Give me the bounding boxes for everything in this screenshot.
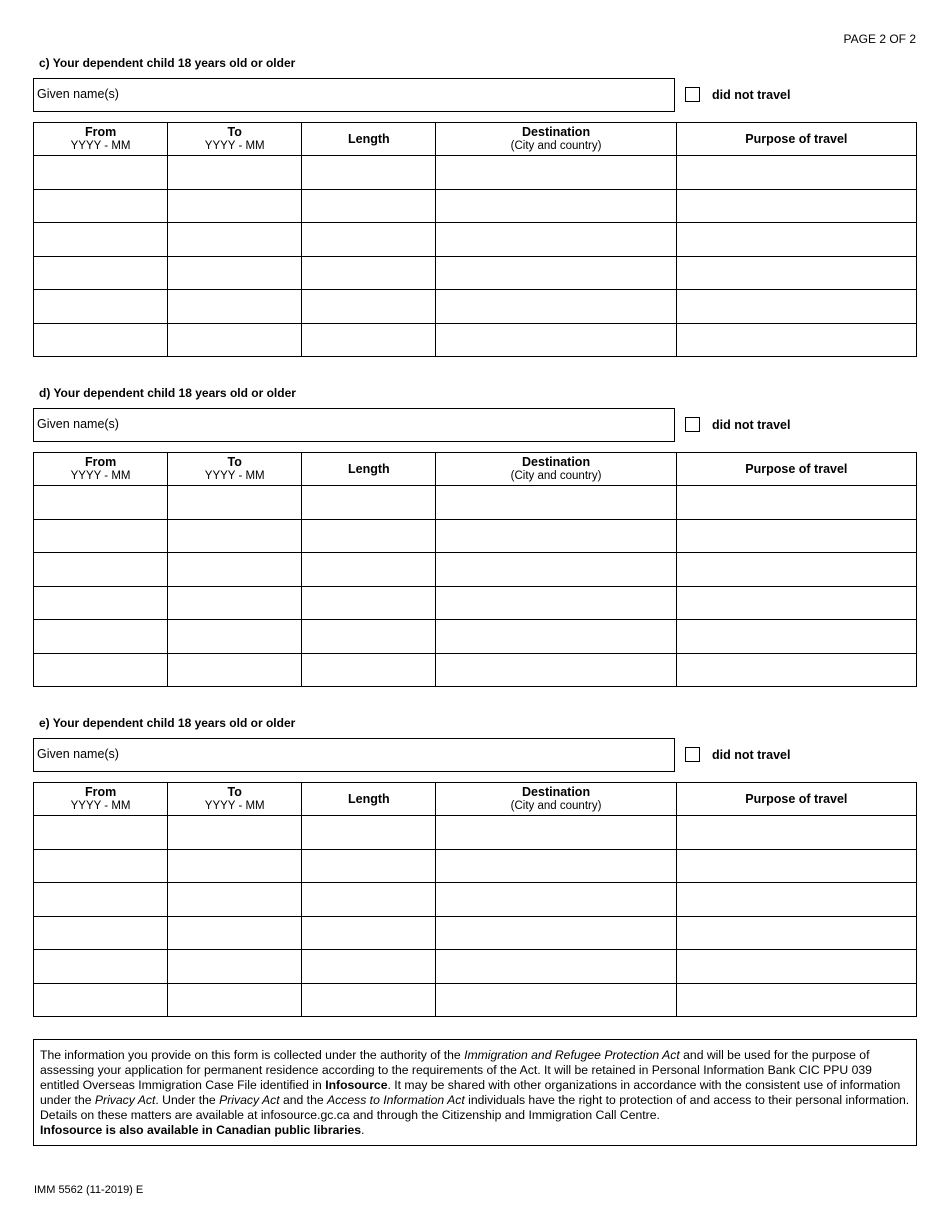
given-name-row [33, 78, 917, 112]
table-row [34, 189, 917, 223]
section-title: d) Your dependent child 18 years old or older [39, 386, 296, 400]
to-cell[interactable] [168, 223, 302, 257]
given-name-row [33, 408, 917, 442]
purpose-cell[interactable] [676, 816, 916, 850]
header-length: Length [302, 453, 436, 486]
to-cell[interactable] [168, 553, 302, 587]
given-name-field[interactable] [33, 78, 675, 112]
to-cell[interactable] [168, 816, 302, 850]
from-cell[interactable] [34, 916, 168, 950]
from-cell[interactable] [34, 189, 168, 223]
destination-cell[interactable] [436, 486, 676, 520]
length-cell[interactable] [302, 519, 436, 553]
given-name-input[interactable] [134, 413, 668, 439]
table-row [34, 223, 917, 257]
destination-cell[interactable] [436, 983, 676, 1017]
given-name-field[interactable] [33, 738, 675, 772]
purpose-cell[interactable] [676, 883, 916, 917]
from-cell[interactable] [34, 883, 168, 917]
from-cell[interactable] [34, 950, 168, 984]
travel-history-table [33, 122, 917, 357]
from-cell[interactable] [34, 223, 168, 257]
length-cell[interactable] [302, 323, 436, 357]
header-to: To YYYY - MM [168, 783, 302, 816]
did-not-travel-label: did not travel [712, 748, 791, 762]
from-cell[interactable] [34, 849, 168, 883]
to-cell[interactable] [168, 586, 302, 620]
destination-cell[interactable] [436, 653, 676, 687]
header-purpose: Purpose of travel [676, 453, 916, 486]
purpose-cell[interactable] [676, 256, 916, 290]
purpose-cell[interactable] [676, 486, 916, 520]
table-row [34, 883, 917, 917]
header-from: From YYYY - MM [34, 783, 168, 816]
privacy-notice: The information you provide on this form is collected under the authority of the Immigration and Refugee Protection Act and will be used for the purpose of assessing your application for permanent residence according to the requirements of the Act. It will be retained in Personal Information Bank CIC PPU 039 entitled Overseas Immigration Case File identified in Infosource. It may be shared with other organizations in accordance with the consistent use of information under the Privacy Act. Under the Privacy Act and the Access to Information Act individuals have the right to protection of and access to their personal information. Details on these matters are available at infosource.gc.ca and through the Citizenship and Immigration Call Centre. Infosource is also available in Canadian public libraries. [33, 1039, 917, 1146]
header-destination: Destination (City and country) [436, 783, 676, 816]
header-length: Length [302, 783, 436, 816]
table-row [34, 816, 917, 850]
destination-cell[interactable] [436, 883, 676, 917]
section-title: c) Your dependent child 18 years old or older [39, 56, 296, 70]
table-row [34, 553, 917, 587]
destination-cell[interactable] [436, 849, 676, 883]
table-row [34, 156, 917, 190]
destination-cell[interactable] [436, 156, 676, 190]
length-cell[interactable] [302, 223, 436, 257]
header-length: Length [302, 123, 436, 156]
purpose-cell[interactable] [676, 290, 916, 324]
did-not-travel-label: did not travel [712, 418, 791, 432]
from-cell[interactable] [34, 156, 168, 190]
table-row [34, 653, 917, 687]
to-cell[interactable] [168, 256, 302, 290]
from-cell[interactable] [34, 486, 168, 520]
destination-cell[interactable] [436, 620, 676, 654]
from-cell[interactable] [34, 323, 168, 357]
destination-cell[interactable] [436, 950, 676, 984]
length-cell[interactable] [302, 950, 436, 984]
table-header-row [34, 453, 917, 486]
header-from: From YYYY - MM [34, 123, 168, 156]
given-name-label: Given name(s) [37, 417, 119, 431]
length-cell[interactable] [302, 983, 436, 1017]
table-row [34, 486, 917, 520]
destination-cell[interactable] [436, 290, 676, 324]
page-number: PAGE 2 OF 2 [843, 32, 916, 46]
length-cell[interactable] [302, 883, 436, 917]
destination-cell[interactable] [436, 519, 676, 553]
table-row [34, 849, 917, 883]
given-name-row [33, 738, 917, 772]
header-purpose: Purpose of travel [676, 123, 916, 156]
table-row [34, 620, 917, 654]
table-row [34, 916, 917, 950]
destination-cell[interactable] [436, 223, 676, 257]
given-name-field[interactable] [33, 408, 675, 442]
length-cell[interactable] [302, 849, 436, 883]
table-header-row [34, 783, 917, 816]
table-row [34, 323, 917, 357]
destination-cell[interactable] [436, 816, 676, 850]
destination-cell[interactable] [436, 916, 676, 950]
purpose-cell[interactable] [676, 189, 916, 223]
did-not-travel-label: did not travel [712, 88, 791, 102]
did-not-travel-checkbox[interactable] [685, 87, 700, 102]
table-row [34, 950, 917, 984]
purpose-cell[interactable] [676, 916, 916, 950]
header-destination: Destination (City and country) [436, 453, 676, 486]
purpose-cell[interactable] [676, 849, 916, 883]
length-cell[interactable] [302, 916, 436, 950]
to-cell[interactable] [168, 653, 302, 687]
purpose-cell[interactable] [676, 586, 916, 620]
length-cell[interactable] [302, 256, 436, 290]
destination-cell[interactable] [436, 323, 676, 357]
section-title: e) Your dependent child 18 years old or older [39, 716, 296, 730]
to-cell[interactable] [168, 916, 302, 950]
from-cell[interactable] [34, 816, 168, 850]
header-purpose: Purpose of travel [676, 783, 916, 816]
to-cell[interactable] [168, 519, 302, 553]
to-cell[interactable] [168, 156, 302, 190]
purpose-cell[interactable] [676, 983, 916, 1017]
to-cell[interactable] [168, 486, 302, 520]
table-row [34, 256, 917, 290]
purpose-cell[interactable] [676, 950, 916, 984]
header-from: From YYYY - MM [34, 453, 168, 486]
given-name-label: Given name(s) [37, 87, 119, 101]
header-to: To YYYY - MM [168, 453, 302, 486]
purpose-cell[interactable] [676, 156, 916, 190]
purpose-cell[interactable] [676, 323, 916, 357]
form-code: IMM 5562 (11-2019) E [34, 1184, 144, 1196]
to-cell[interactable] [168, 983, 302, 1017]
given-name-input[interactable] [134, 743, 668, 769]
table-row [34, 586, 917, 620]
to-cell[interactable] [168, 950, 302, 984]
to-cell[interactable] [168, 849, 302, 883]
purpose-cell[interactable] [676, 519, 916, 553]
length-cell[interactable] [302, 816, 436, 850]
purpose-cell[interactable] [676, 620, 916, 654]
table-row [34, 983, 917, 1017]
from-cell[interactable] [34, 256, 168, 290]
from-cell[interactable] [34, 553, 168, 587]
destination-cell[interactable] [436, 189, 676, 223]
to-cell[interactable] [168, 883, 302, 917]
from-cell[interactable] [34, 586, 168, 620]
from-cell[interactable] [34, 620, 168, 654]
to-cell[interactable] [168, 189, 302, 223]
header-destination: Destination (City and country) [436, 123, 676, 156]
from-cell[interactable] [34, 653, 168, 687]
did-not-travel-checkbox[interactable] [685, 417, 700, 432]
table-header-row [34, 123, 917, 156]
purpose-cell[interactable] [676, 553, 916, 587]
from-cell[interactable] [34, 290, 168, 324]
destination-cell[interactable] [436, 586, 676, 620]
table-row [34, 290, 917, 324]
length-cell[interactable] [302, 486, 436, 520]
given-name-label: Given name(s) [37, 747, 119, 761]
to-cell[interactable] [168, 323, 302, 357]
length-cell[interactable] [302, 553, 436, 587]
to-cell[interactable] [168, 620, 302, 654]
header-to: To YYYY - MM [168, 123, 302, 156]
travel-history-table [33, 782, 917, 1017]
length-cell[interactable] [302, 290, 436, 324]
length-cell[interactable] [302, 586, 436, 620]
destination-cell[interactable] [436, 553, 676, 587]
table-row [34, 519, 917, 553]
destination-cell[interactable] [436, 256, 676, 290]
length-cell[interactable] [302, 620, 436, 654]
purpose-cell[interactable] [676, 223, 916, 257]
length-cell[interactable] [302, 156, 436, 190]
length-cell[interactable] [302, 189, 436, 223]
from-cell[interactable] [34, 983, 168, 1017]
given-name-input[interactable] [134, 83, 668, 109]
purpose-cell[interactable] [676, 653, 916, 687]
to-cell[interactable] [168, 290, 302, 324]
from-cell[interactable] [34, 519, 168, 553]
did-not-travel-checkbox[interactable] [685, 747, 700, 762]
length-cell[interactable] [302, 653, 436, 687]
travel-history-table [33, 452, 917, 687]
